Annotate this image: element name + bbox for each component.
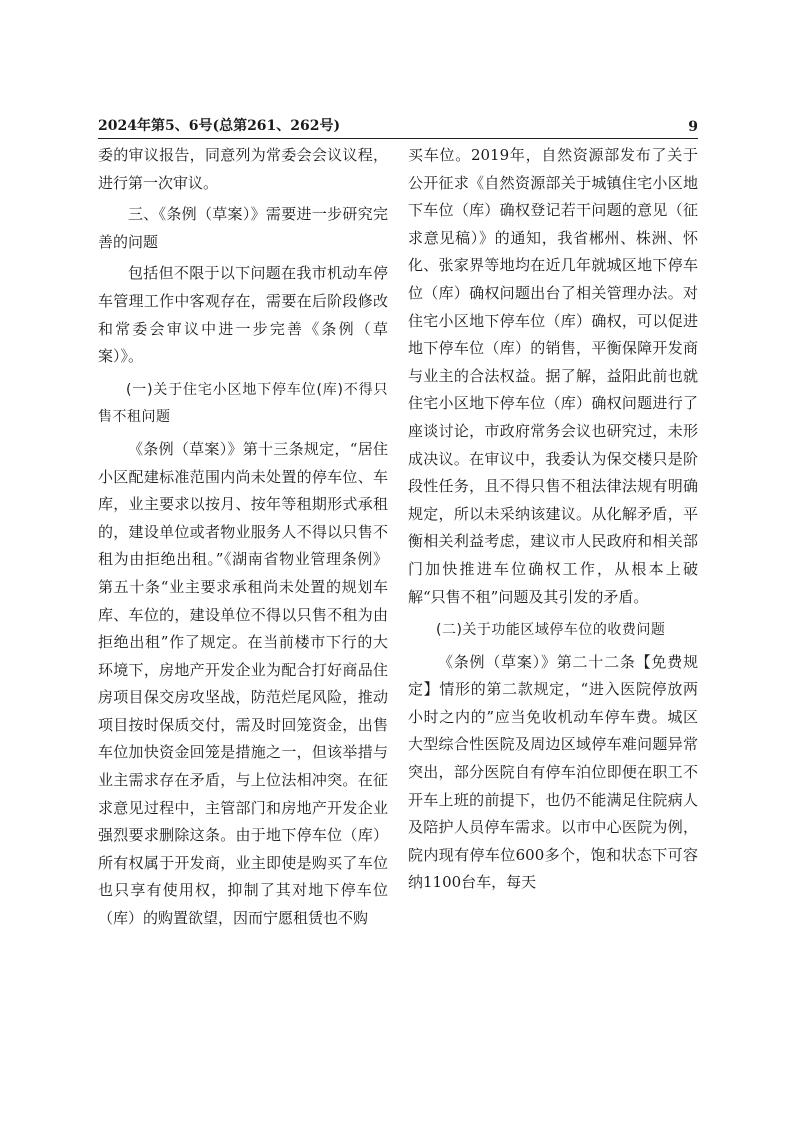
paragraph: 《条例（草案）》第二十二条【免费规定】情形的第二款规定，“进入医院停放两小时之内的”应当免收机动车停车费。城区大型综合性医院及周边区域停车难问题异常突出，部分医院自有停车泊位即便在职工不开车上班的前提下，也仍不能满足住院病人及陪护人员停车需求。以市中心医院为例，院内现有停车位600多个，饱和状态下可容纳1100台车，每天 (408, 652, 698, 892)
subsection-heading: (一)关于住宅小区地下停车位(库)不得只售不租问题 (98, 381, 388, 426)
left-column (98, 142, 388, 933)
paragraph: 买车位。2019年，自然资源部发布了关于公开征求《自然资源部关于城镇住宅小区地下车位（库）确权登记若干问题的意见（征求意见稿）》的通知，我省郴州、株洲、怀化、张家界等地均在近几年就城区地下停车位（库）确权问题出台了相关管理办法。对住宅小区地下停车位（库）确权，可以促进地下停车位（库）的销售，平衡保障开发商与业主的合法权益。据了解，益阳此前也就住宅小区地下停车位（库）确权问题进行了座谈讨论，市政府常务会议也研究过，未形成决议。在审议中，我委认为保交楼只是阶段性任务，且不得只售不租法律法规有明确规定，所以未采纳该建议。从化解矛盾，平衡相关利益考虑，建议市人民政府和相关部门加快推进车位确权工作，从根本上破解“只售不租”问题及其引发的矛盾。 (408, 146, 698, 606)
page-header (98, 117, 698, 139)
paragraph: 包括但不限于以下问题在我市机动车停车管理工作中客观存在，需要在后阶段修改和常委会审议中进一步完善《条例（草案）》。 (98, 264, 388, 366)
right-column (408, 142, 698, 897)
paragraph: 《条例（草案）》第十三条规定，“居住小区配建标准范围内尚未处置的停车位、车库，业主要求以按月、按年等租期形式承租的，建设单位或者物业服务人不得以只售不租为由拒绝出租。”《湖南省物业管理条例》第五十条“业主要求承租尚未处置的规划车库、车位的，建设单位不得以只售不租为由拒绝出租”作了规定。在当前楼市下行的大环境下，房地产开发企业为配合打好商品住房项目保交房攻坚战，防范烂尾风险，推动项目按时保质交付，需及时回笼资金，出售车位加快资金回笼是措施之一，但该举措与业主需求存在矛盾，与上位法相冲突。在征求意见过程中，主管部门和房地产开发企业强烈要求删除这条。由于地下停车位（库）所有权属于开发商，业主即使是购买了车位也只享有使用权，抑制了其对地下停车位（库）的购置欲望，因而宁愿租赁也不购 (98, 439, 388, 928)
issue-title: 2024年第5、6号(总第261、262号) (98, 118, 341, 134)
paragraph: 委的审议报告，同意列为常委会会议议程，进行第一次审议。 (98, 146, 388, 192)
section-heading: 三、《条例（草案）》需要进一步研究完善的问题 (98, 205, 388, 251)
header-divider (98, 138, 698, 139)
subsection-heading: (二)关于功能区域停车位的收费问题 (436, 622, 666, 639)
page-number: 9 (688, 119, 698, 135)
